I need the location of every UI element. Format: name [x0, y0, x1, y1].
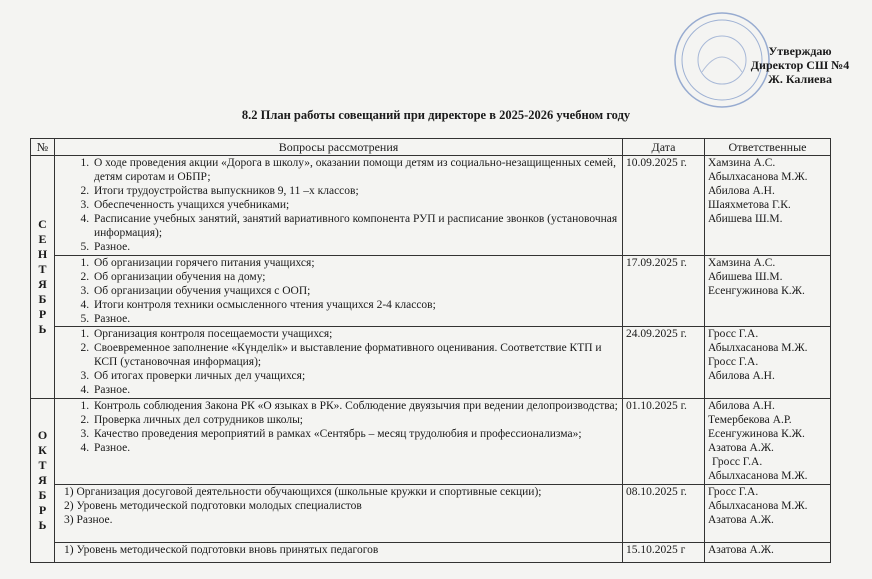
header-number: №	[31, 139, 55, 156]
table-row	[31, 256, 831, 327]
responsible-name: Абилова А.Н.	[708, 370, 775, 382]
responsible-name: Хамзина А.С.	[708, 157, 776, 169]
list-item: 1. Контроль соблюдения Закона РК «О языках в РК». Соблюдение двуязычия при ведении делопроизводства;	[92, 399, 619, 413]
list-item: 4. Итоги контроля техники осмысленного чтения учащихся 2-4 классов;	[92, 298, 619, 312]
list-item: 3. Качество проведения мероприятий в рамках «Сентябрь – месяц трудолюбия и профессионализма»;	[92, 427, 619, 441]
month-letter: Е	[38, 232, 47, 246]
month-letter: С	[38, 217, 47, 231]
responsible-cell	[705, 485, 831, 543]
table-header-row	[31, 139, 831, 156]
responsible-name: Азатова А.Ж.	[708, 442, 774, 454]
month-letter: Р	[38, 307, 47, 321]
list-item: 1. Об организации горячего питания учащихся;	[92, 256, 619, 270]
list-item: 4. Разное.	[92, 383, 619, 397]
month-letter: Б	[38, 292, 47, 306]
responsible-name: Гросс Г.А.	[712, 456, 763, 468]
list-item: 2. Своевременное заполнение «Күнделік» и выставление формативного оценивания. Соответствие КТП и КСП (установочная информация);	[92, 341, 619, 369]
responsible-name: Есенгужинова К.Ж.	[708, 428, 805, 440]
page-title: 8.2 План работы совещаний при директоре в 2025-2026 учебном году	[241, 108, 631, 122]
header-responsible: Ответственные	[705, 139, 831, 156]
table-row	[31, 327, 831, 399]
list-item: 2. Об организации обучения на дому;	[92, 270, 619, 284]
table-row	[31, 399, 831, 485]
month-letter: Т	[38, 262, 47, 276]
date-cell: 08.10.2025 г.	[623, 485, 705, 543]
responsible-name: Хамзина А.С.	[708, 257, 776, 269]
questions-cell	[55, 543, 623, 563]
list-item: 3) Разное.	[64, 514, 113, 526]
responsible-name: Гросс Г.А.	[708, 328, 759, 340]
responsible-cell	[705, 399, 831, 485]
month-letter: К	[38, 443, 47, 457]
list-item: 2. Итоги трудоустройства выпускников 9, 11 –х классов;	[92, 184, 619, 198]
responsible-name: Абишева Ш.М.	[708, 271, 783, 283]
questions-cell	[55, 256, 623, 327]
month-letter: Ь	[38, 518, 47, 532]
table-row	[31, 156, 831, 256]
date-cell: 15.10.2025 г	[623, 543, 705, 563]
list-item: 3. Об организации обучения учащихся с ООП;	[92, 284, 619, 298]
month-letter: О	[37, 428, 48, 442]
month-letter: Ь	[38, 322, 47, 336]
header-date: Дата	[623, 139, 705, 156]
responsible-name: Абилова А.Н.	[708, 400, 775, 412]
responsible-name: Темербекова А.Р.	[708, 414, 792, 426]
responsible-cell	[705, 256, 831, 327]
month-letter: Р	[38, 503, 47, 517]
responsible-name: Абишева Ш.М.	[708, 213, 783, 225]
approval-block	[730, 44, 870, 86]
list-item: 3. Обеспеченность учащихся учебниками;	[92, 198, 619, 212]
responsible-name: Абылхасанова М.Ж.	[708, 171, 808, 183]
list-item: 1) Организация досуговой деятельности обучающихся (школьные кружки и спортивные секции);	[64, 486, 542, 498]
responsible-name: Абылхасанова М.Ж.	[708, 470, 808, 482]
responsible-name: Абылхасанова М.Ж.	[708, 342, 808, 354]
table-row	[31, 485, 831, 543]
list-item: 2. Проверка личных дел сотрудников школы;	[92, 413, 619, 427]
responsible-name: Абылхасанова М.Ж.	[708, 500, 808, 512]
month-letter: Т	[38, 458, 47, 472]
approval-line-1: Утверждаю	[768, 44, 832, 58]
month-september	[31, 156, 55, 399]
questions-cell	[55, 156, 623, 256]
date-cell: 10.09.2025 г.	[623, 156, 705, 256]
date-cell: 01.10.2025 г.	[623, 399, 705, 485]
questions-cell	[55, 327, 623, 399]
month-letter: Я	[38, 277, 47, 291]
list-item: 4. Расписание учебных занятий, занятий вариативного компонента РУП и расписание звонков (установочная информация);	[92, 212, 619, 240]
responsible-name: Гросс Г.А.	[708, 486, 759, 498]
list-item: 5. Разное.	[92, 312, 619, 326]
list-item: 1. О ходе проведения акции «Дорога в школу», оказании помощи детям из социально-незащищенных семей, детям сиротам и ОБПР;	[92, 156, 619, 184]
date-cell: 17.09.2025 г.	[623, 256, 705, 327]
approval-line-3: Ж. Калиева	[768, 72, 832, 86]
list-item: 1. Организация контроля посещаемости учащихся;	[92, 327, 619, 341]
responsible-name: Есенгужинова К.Ж.	[708, 285, 805, 297]
month-october	[31, 399, 55, 563]
month-letter: Н	[37, 247, 48, 261]
list-item: 3. Об итогах проверки личных дел учащихся;	[92, 369, 619, 383]
responsible-cell	[705, 327, 831, 399]
responsible-cell	[705, 543, 831, 563]
questions-cell	[55, 485, 623, 543]
responsible-name: Гросс Г.А.	[708, 356, 759, 368]
table-row	[31, 543, 831, 563]
month-letter: Б	[38, 488, 47, 502]
approval-line-2: Директор СШ №4	[750, 58, 850, 72]
responsible-cell	[705, 156, 831, 256]
questions-cell	[55, 399, 623, 485]
responsible-name: Абилова А.Н.	[708, 185, 775, 197]
list-item: 5. Разное.	[92, 240, 619, 254]
date-cell: 24.09.2025 г.	[623, 327, 705, 399]
header-questions: Вопросы рассмотрения	[55, 139, 623, 156]
responsible-name: Азатова А.Ж.	[708, 544, 774, 556]
list-item: 4. Разное.	[92, 441, 619, 455]
meetings-table	[30, 138, 831, 563]
responsible-name: Азатова А.Ж.	[708, 514, 774, 526]
month-letter: Я	[38, 473, 47, 487]
list-item: 1) Уровень методической подготовки вновь принятых педагогов	[64, 544, 379, 556]
list-item: 2) Уровень методической подготовки молодых специалистов	[64, 500, 362, 512]
responsible-name: Шаяхметова Г.К.	[708, 199, 791, 211]
